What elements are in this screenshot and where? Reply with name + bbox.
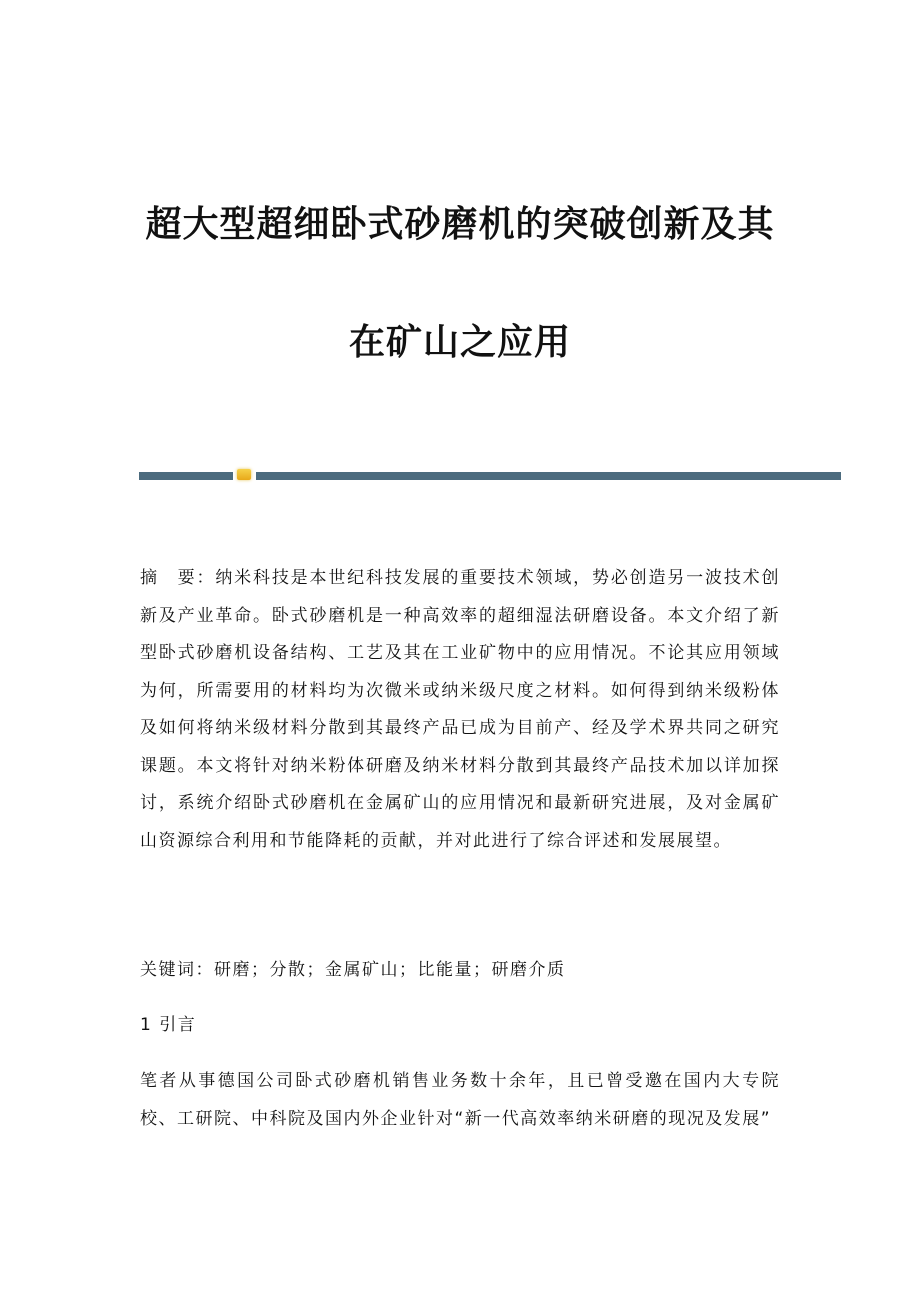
keywords: 关键词：研磨；分散；金属矿山；比能量；研磨介质: [140, 960, 566, 980]
abstract: 摘 要：纳米科技是本世纪科技发展的重要技术领域，势必创造另一波技术创新及产业革命。卧式砂磨机是一种高效率的超细湿法研磨设备。本文介绍了新型卧式砂磨机设备结构、工艺及其在工业矿物中的应用情况。不论其应用领域为何，所需要用的材料均为次微米或纳米级尺度之材料。如何得到纳米级粉体及如何将纳米级材料分散到其最终产品已成为目前产、经及学术界共同之研究课题。本文将针对纳米粉体研磨及纳米材料分散到其最终产品技术加以详加探讨，系统介绍卧式砂磨机在金属矿山的应用情况和最新研究进展，及对金属矿山资源综合利用和节能降耗的贡献，并对此进行了综合评述和发展展望。: [140, 568, 780, 851]
badge-icon: [237, 469, 251, 480]
divider-bar-right: [256, 472, 841, 480]
divider-bar-left: [139, 472, 233, 480]
title-line-2: 在矿山之应用: [348, 321, 571, 363]
intro-paragraph: 笔者从事德国公司卧式砂磨机销售业务数十余年，且已曾受邀在国内大专院校、工研院、中科院及国内外企业针对“新一代高效率纳米研磨的现况及发展”: [140, 1071, 780, 1129]
section-heading: 1 引言: [140, 1015, 197, 1035]
title-line-1: 超大型超细卧式砂磨机的突破创新及其: [145, 203, 775, 245]
title-divider: [139, 471, 841, 480]
